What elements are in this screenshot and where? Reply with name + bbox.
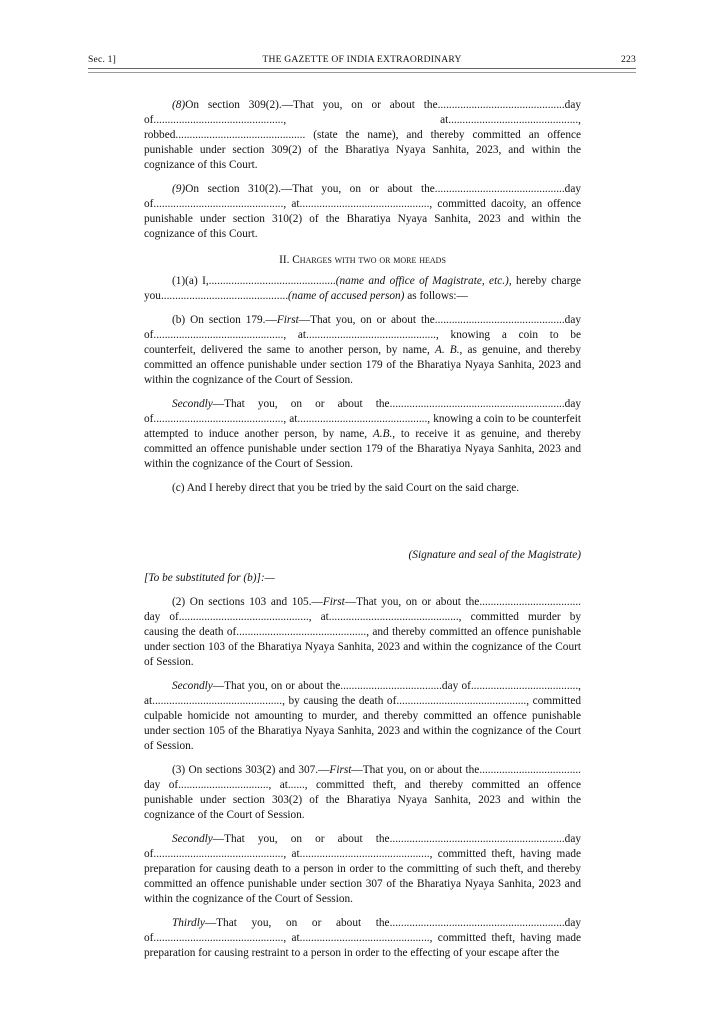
italic-text: Secondly	[172, 680, 213, 692]
paragraph-2-secondly	[144, 679, 581, 754]
para-number: (8)	[172, 99, 186, 111]
section-label: Sec. 1]	[88, 54, 117, 65]
text: (2) On sections 103 and 105.—	[172, 596, 323, 608]
italic-text: (Signature and seal of the Magistrate)	[408, 549, 581, 561]
text: as follows:—	[404, 290, 468, 302]
text: —That you, on or about the..............................................................day of.............................................., at.............................................., knowing a coin to be counterfeit attempted to induce another person, by name,	[144, 398, 581, 440]
italic-text: A. B.,	[434, 344, 463, 356]
para-text: On section 309(2).—That you, on or about the.............................................day of.............................................., at.............................................., robbed.............................................. (state the name), and thereby committed an offence punishable under section 309(2) of the Bharatiya Nyaya Sanhita, 2023, and within the cognizance of this Court.	[144, 99, 581, 171]
text: —That you, on or about the..............................................................day of.............................................., at.............................................., committed theft, having made preparation for causing restraint to a person in order to the effecting of your escape after the	[144, 917, 581, 959]
gazette-title: THE GAZETTE OF INDIA EXTRAORDINARY	[262, 54, 462, 65]
paragraph-3-thirdly	[144, 916, 581, 961]
paragraph-2	[144, 595, 581, 670]
italic-text: (name and office of Magistrate, etc.)	[335, 275, 509, 287]
substituted-note	[144, 571, 581, 586]
document-body	[144, 98, 581, 961]
text: —That you, on or about the..............................................day of.............................................., at.............................................., knowing a coin to be counterfeit, delivered the same to another person, by name,	[144, 314, 581, 356]
header-rule	[88, 68, 636, 73]
text: (3) On sections 303(2) and 307.—	[172, 764, 330, 776]
signature-line	[144, 548, 581, 563]
italic-text: First	[276, 314, 299, 326]
text: to receive it as genuine, and thereby committed an offence punishable under section 179 of the Bharatiya Nyaya Sanhita, 2023 and within the cognizance of the Court of Session.	[144, 428, 581, 470]
paragraph-3	[144, 763, 581, 823]
paragraph-1b-secondly	[144, 397, 581, 472]
page-number: 223	[621, 54, 636, 65]
para-text: On section 310(2).—That you, on or about the..............................................day of.............................................., at.............................................., committed dacoity, an offence punishable under section 310(2) of the Bharatiya Nyaya Sanhita, 2023 and within the cognizance of this Court.	[144, 183, 581, 240]
paragraph-8	[144, 98, 581, 173]
text: (b) On section 179.—	[172, 314, 277, 326]
text: —That you, on or about the.................................... day of.............................................., at.............................................., committed murder by causing the death of.............................................., and thereby committed an offence punishable under section 103 of the Bharatiya Nyaya Sanhita, 2023 and within the cognizance of the Court of Session.	[144, 596, 581, 668]
text: , hereby charge you.............................................	[144, 275, 581, 302]
italic-text: First	[329, 764, 352, 776]
paragraph-9	[144, 182, 581, 242]
italic-text: Thirdly	[172, 917, 205, 929]
text: as genuine, and thereby committed an offence punishable under section 179 of the Bharatiya Nyaya Sanhita, 2023 and within the cognizance of the Court of Session.	[144, 344, 581, 386]
italic-text: Secondly	[172, 398, 213, 410]
paragraph-1c: (c) And I hereby direct that you be tried by the said Court on the said charge.	[172, 482, 520, 494]
para-number: (9)	[172, 183, 186, 195]
italic-text: A.B.,	[372, 428, 396, 440]
text: —That you, on or about the.................................... day of................................, at......, committed theft, and thereby committed an offence punishable under section 303(2) of the Bharatiya Nyaya Sanhita, 2023 and within the cognizance of the Court of Session.	[144, 764, 581, 821]
text: —That you, on or about the..............................................................day of.............................................., at.............................................., committed theft, having made preparation for causing death to a person in order to the committing of such theft, and thereby committed an offence punishable under section 307 of the Bharatiya Nyaya Sanhita, 2023 and within the cognizance of the Court of Session.	[144, 833, 581, 905]
section-heading: II. Charges with two or more heads	[279, 254, 446, 266]
paragraph-1a	[144, 274, 581, 304]
text: —That you, on or about the....................................day of......................................, at.............................................., by causing the death of.............................................., committed culpable homicide not amounting to murder, and thereby committed an offence punishable under section 105 of the Bharatiya Nyaya Sanhita, 2023 and within the cognizance of the Court of Session.	[144, 680, 581, 752]
italic-text: [To be substituted for (b)]:—	[144, 572, 275, 584]
page-header	[88, 54, 636, 68]
paragraph-1b	[144, 313, 581, 388]
italic-text: Secondly	[172, 833, 213, 845]
text: (1)(a) I,.............................................	[172, 275, 336, 287]
italic-text: First	[322, 596, 345, 608]
italic-text: (name of accused person)	[288, 290, 405, 302]
paragraph-3-secondly	[144, 832, 581, 907]
